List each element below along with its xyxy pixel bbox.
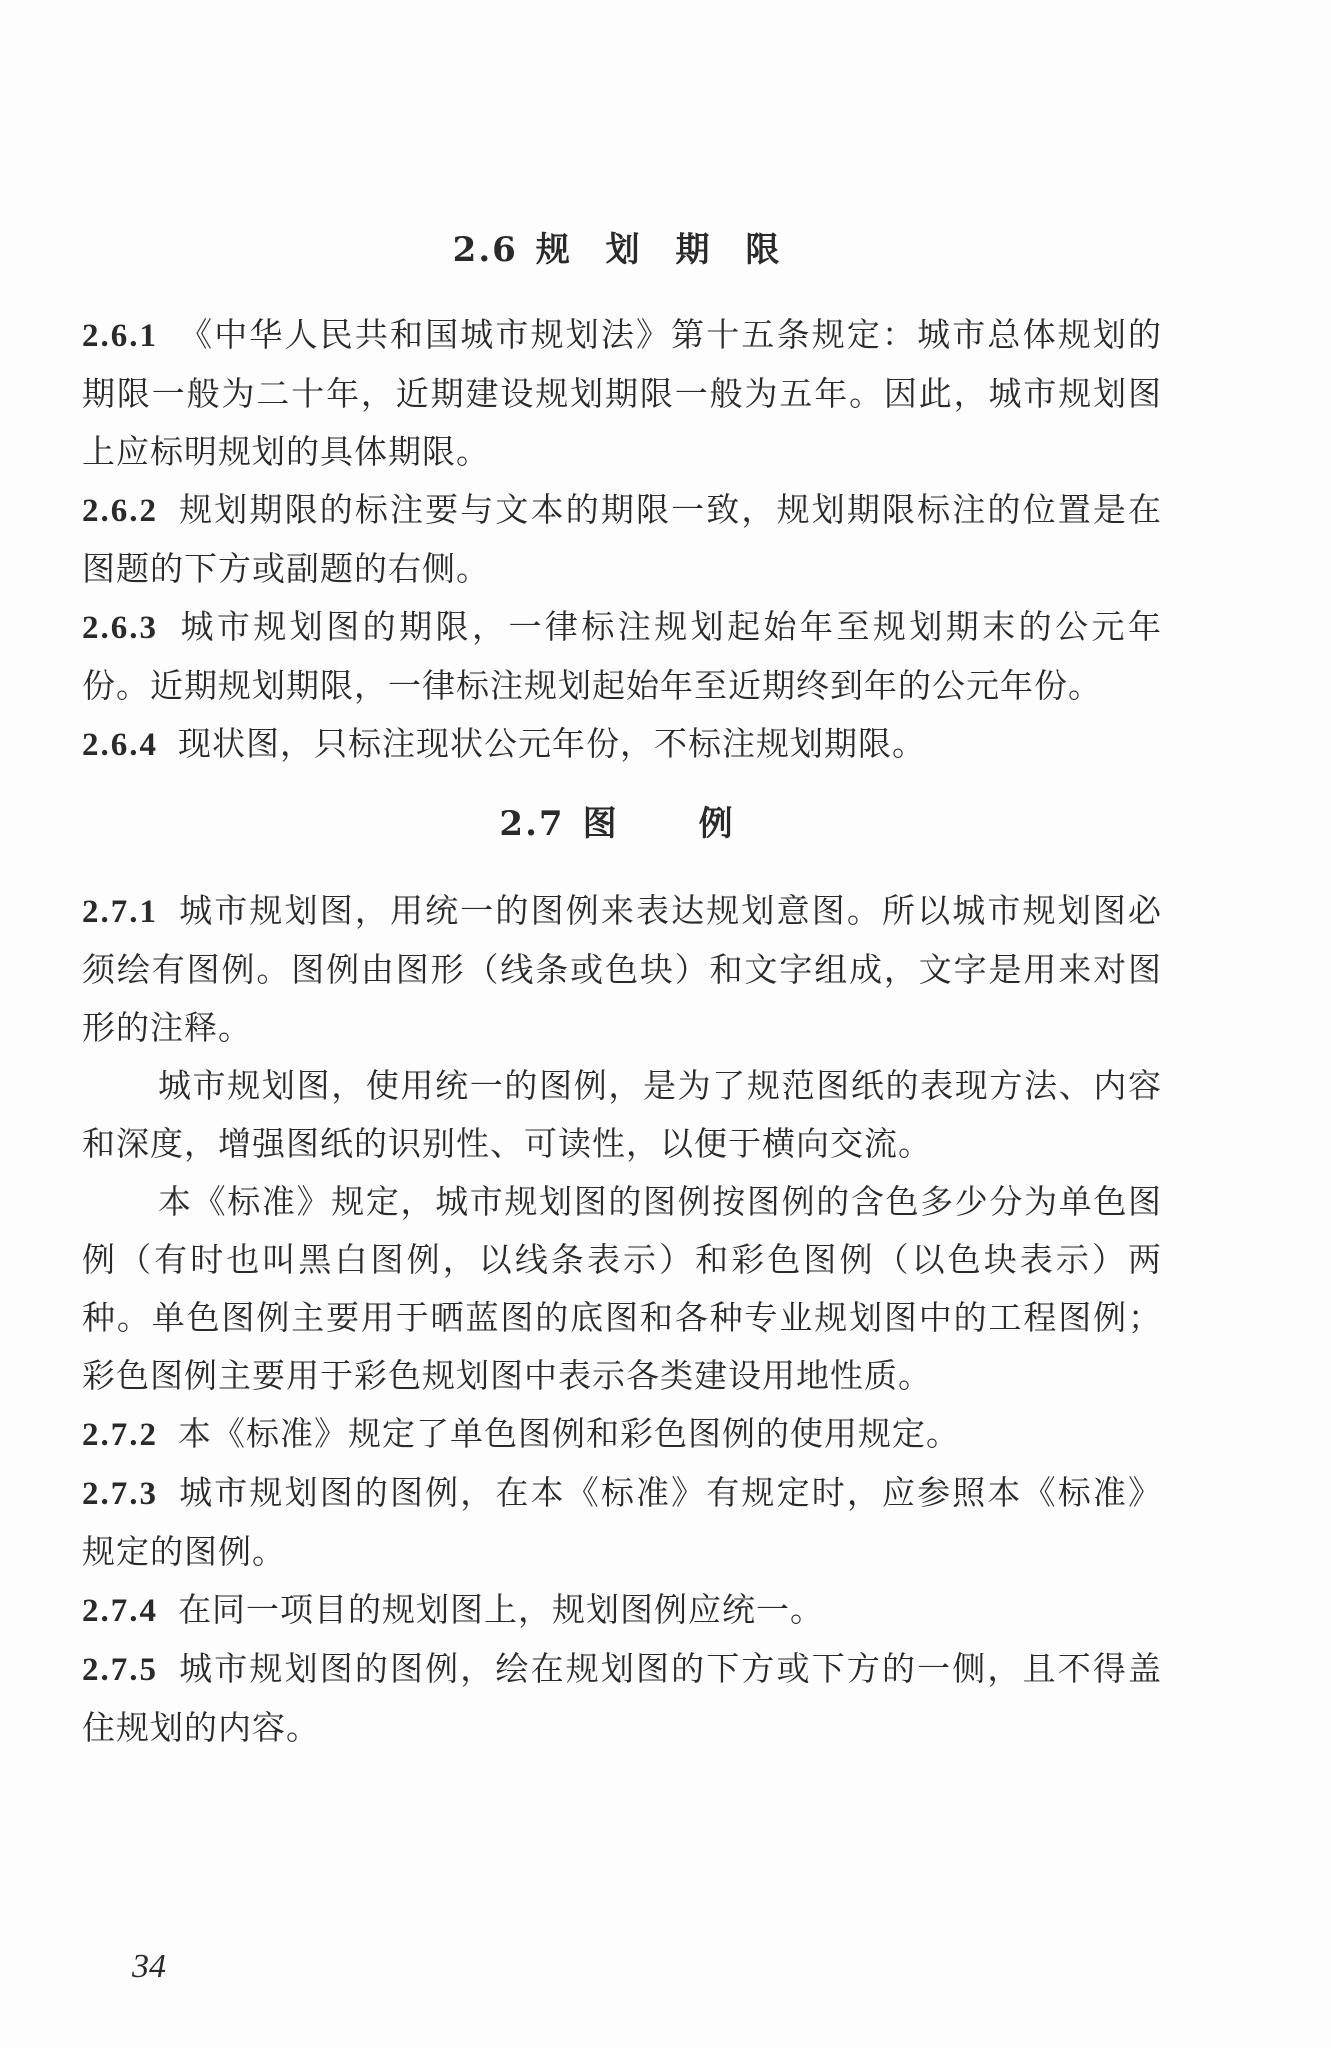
clause-number: 2.7.3 xyxy=(82,1476,158,1512)
section-title-text: 规 划 期 限 xyxy=(535,230,792,270)
section-number: 2.7 xyxy=(499,804,565,844)
clause-2-7-3 xyxy=(82,1464,1162,1581)
clause-text: 规划期限的标注要与文本的期限一致，规划期限标注的位置是在图题的下方或副题的右侧。 xyxy=(82,490,1162,588)
section-title-text-part2: 例 xyxy=(698,804,745,844)
clause-text: 《中华人民共和国城市规划法》第十五条规定：城市总体规划的期限一般为二十年，近期建设规划期限一般为五年。因此，城市规划图上应标明规划的具体期限。 xyxy=(82,315,1162,471)
clause-2-7-2 xyxy=(82,1405,1162,1464)
clause-number: 2.6.2 xyxy=(82,493,158,529)
section-2-6-heading xyxy=(82,222,1162,278)
clause-2-6-4 xyxy=(82,715,1162,774)
clause-2-7-5 xyxy=(82,1640,1162,1757)
clause-text: 现状图，只标注现状公元年份，不标注规划期限。 xyxy=(178,724,926,763)
body-paragraph: 城市规划图，使用统一的图例，是为了规范图纸的表现方法、内容和深度，增强图纸的识别性、可读性，以便于横向交流。 xyxy=(82,1066,1162,1163)
section-2-7-heading xyxy=(82,796,1162,852)
clause-number: 2.7.2 xyxy=(82,1417,158,1453)
page-number: 34 xyxy=(132,1948,166,1985)
clause-2-7-4 xyxy=(82,1581,1162,1640)
clause-number: 2.6.1 xyxy=(82,318,158,354)
body-paragraph: 本《标准》规定，城市规划图的图例按图例的含色多少分为单色图例（有时也叫黑白图例，以线条表示）和彩色图例（以色块表示）两种。单色图例主要用于晒蓝图的底图和各种专业规划图中的工程图例；彩色图例主要用于彩色规划图中表示各类建设用地性质。 xyxy=(82,1182,1162,1395)
clause-2-6-2 xyxy=(82,481,1162,598)
clause-text: 城市规划图的图例，绘在规划图的下方或下方的一侧，且不得盖住规划的内容。 xyxy=(82,1649,1162,1747)
clause-number: 2.6.3 xyxy=(82,610,158,646)
clause-2-6-1 xyxy=(82,306,1162,481)
clause-number: 2.7.4 xyxy=(82,1593,158,1629)
clause-text: 城市规划图的图例，在本《标准》有规定时，应参照本《标准》规定的图例。 xyxy=(82,1473,1162,1571)
section-title-text-part1: 图 xyxy=(582,804,629,844)
clause-2-6-3 xyxy=(82,598,1162,715)
page-content xyxy=(82,222,1162,1757)
clause-number: 2.7.5 xyxy=(82,1652,158,1688)
clause-text: 城市规划图的期限，一律标注规划起始年至规划期末的公元年份。近期规划期限，一律标注规划起始年至近期终到年的公元年份。 xyxy=(82,607,1162,705)
clause-number: 2.6.4 xyxy=(82,727,158,763)
clause-2-7-1 xyxy=(82,882,1162,1057)
clause-text: 城市规划图，用统一的图例来表达规划意图。所以城市规划图必须绘有图例。图例由图形（线条或色块）和文字组成，文字是用来对图形的注释。 xyxy=(82,891,1162,1047)
clause-text: 在同一项目的规划图上，规划图例应统一。 xyxy=(178,1590,824,1629)
clause-text: 本《标准》规定了单色图例和彩色图例的使用规定。 xyxy=(178,1414,960,1453)
section-number: 2.6 xyxy=(452,230,518,270)
clause-number: 2.7.1 xyxy=(82,894,158,930)
